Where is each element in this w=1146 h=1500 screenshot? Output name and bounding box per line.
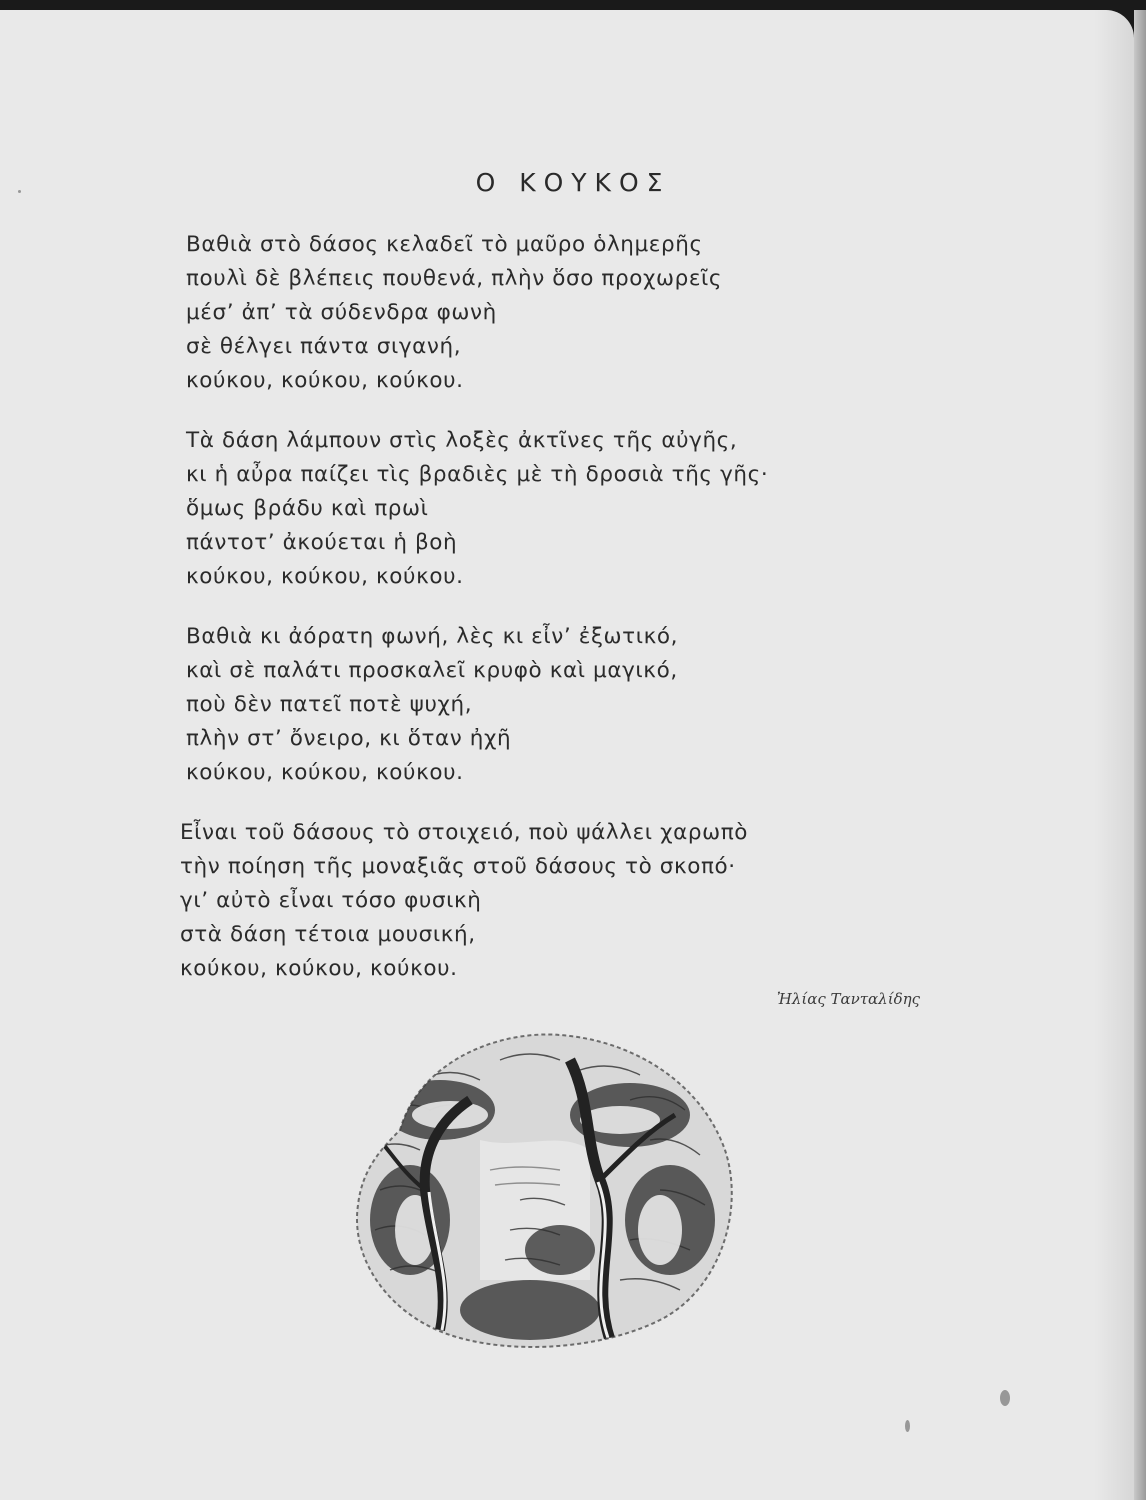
- paper-speck: [18, 190, 21, 193]
- poem-line: τὴν ποίηση τῆς μοναξιᾶς στοῦ δάσους τὸ σκοπό·: [180, 854, 736, 879]
- poem-line: γι’ αὐτὸ εἶναι τόσο φυσικὴ: [180, 888, 482, 913]
- book-page: [0, 10, 1134, 1500]
- poem-line: καὶ σὲ παλάτι προσκαλεῖ κρυφὸ καὶ μαγικό,: [186, 658, 678, 683]
- page-edge: [1134, 10, 1146, 1500]
- stanza-1: [186, 228, 906, 398]
- poem-line: πάντοτ’ ἀκούεται ἡ βοὴ: [186, 530, 458, 555]
- stanza-4: [180, 816, 900, 986]
- poem-line: Βαθιὰ στὸ δάσος κελαδεῖ τὸ μαῦρο ὁλημερῆς: [186, 232, 703, 257]
- poem-line: κούκου, κούκου, κούκου.: [186, 564, 464, 589]
- paper-speck: [905, 1420, 910, 1432]
- poem-line: πλὴν στ’ ὄνειρο, κι ὅταν ἠχῆ: [186, 726, 512, 751]
- poem-line: κούκου, κούκου, κούκου.: [186, 760, 464, 785]
- poem-line: Εἶναι τοῦ δάσους τὸ στοιχειό, ποὺ ψάλλει χαρωπὸ: [180, 820, 749, 845]
- poem-line: κούκου, κούκου, κούκου.: [180, 956, 458, 981]
- author-signature: Ἠλίας Τανταλίδης: [776, 990, 920, 1008]
- poem-line: μέσ’ ἀπ’ τὰ σύδενδρα φωνὴ: [186, 300, 497, 325]
- poem-line: ὅμως βράδυ καὶ πρωὶ: [186, 496, 429, 521]
- forest-vignette-icon: [330, 1020, 750, 1380]
- poem-line: σὲ θέλγει πάντα σιγανή,: [186, 334, 462, 359]
- poem-line: κούκου, κούκου, κούκου.: [186, 368, 464, 393]
- poem-line: Τὰ δάση λάμπουν στὶς λοξὲς ἀκτῖνες τῆς αὐγῆς,: [186, 428, 738, 453]
- paper-speck: [1000, 1390, 1010, 1406]
- poem-line: Βαθιὰ κι ἀόρατη φωνή, λὲς κι εἶν’ ἐξωτικό,: [186, 624, 679, 649]
- stanza-2: [186, 424, 906, 594]
- poem-title: Ο ΚΟΥΚΟΣ: [475, 168, 671, 197]
- poem-line: κι ἡ αὖρα παίζει τὶς βραδιὲς μὲ τὴ δροσιὰ τῆς γῆς·: [186, 462, 769, 487]
- poem-line: ποὺ δὲν πατεῖ ποτὲ ψυχή,: [186, 692, 473, 717]
- poem-line: στὰ δάση τέτοια μουσική,: [180, 922, 476, 947]
- binding-shadow: [1094, 10, 1134, 1500]
- poem-line: πουλὶ δὲ βλέπεις πουθενά, πλὴν ὅσο προχωρεῖς: [186, 266, 723, 291]
- stanza-3: [186, 620, 906, 790]
